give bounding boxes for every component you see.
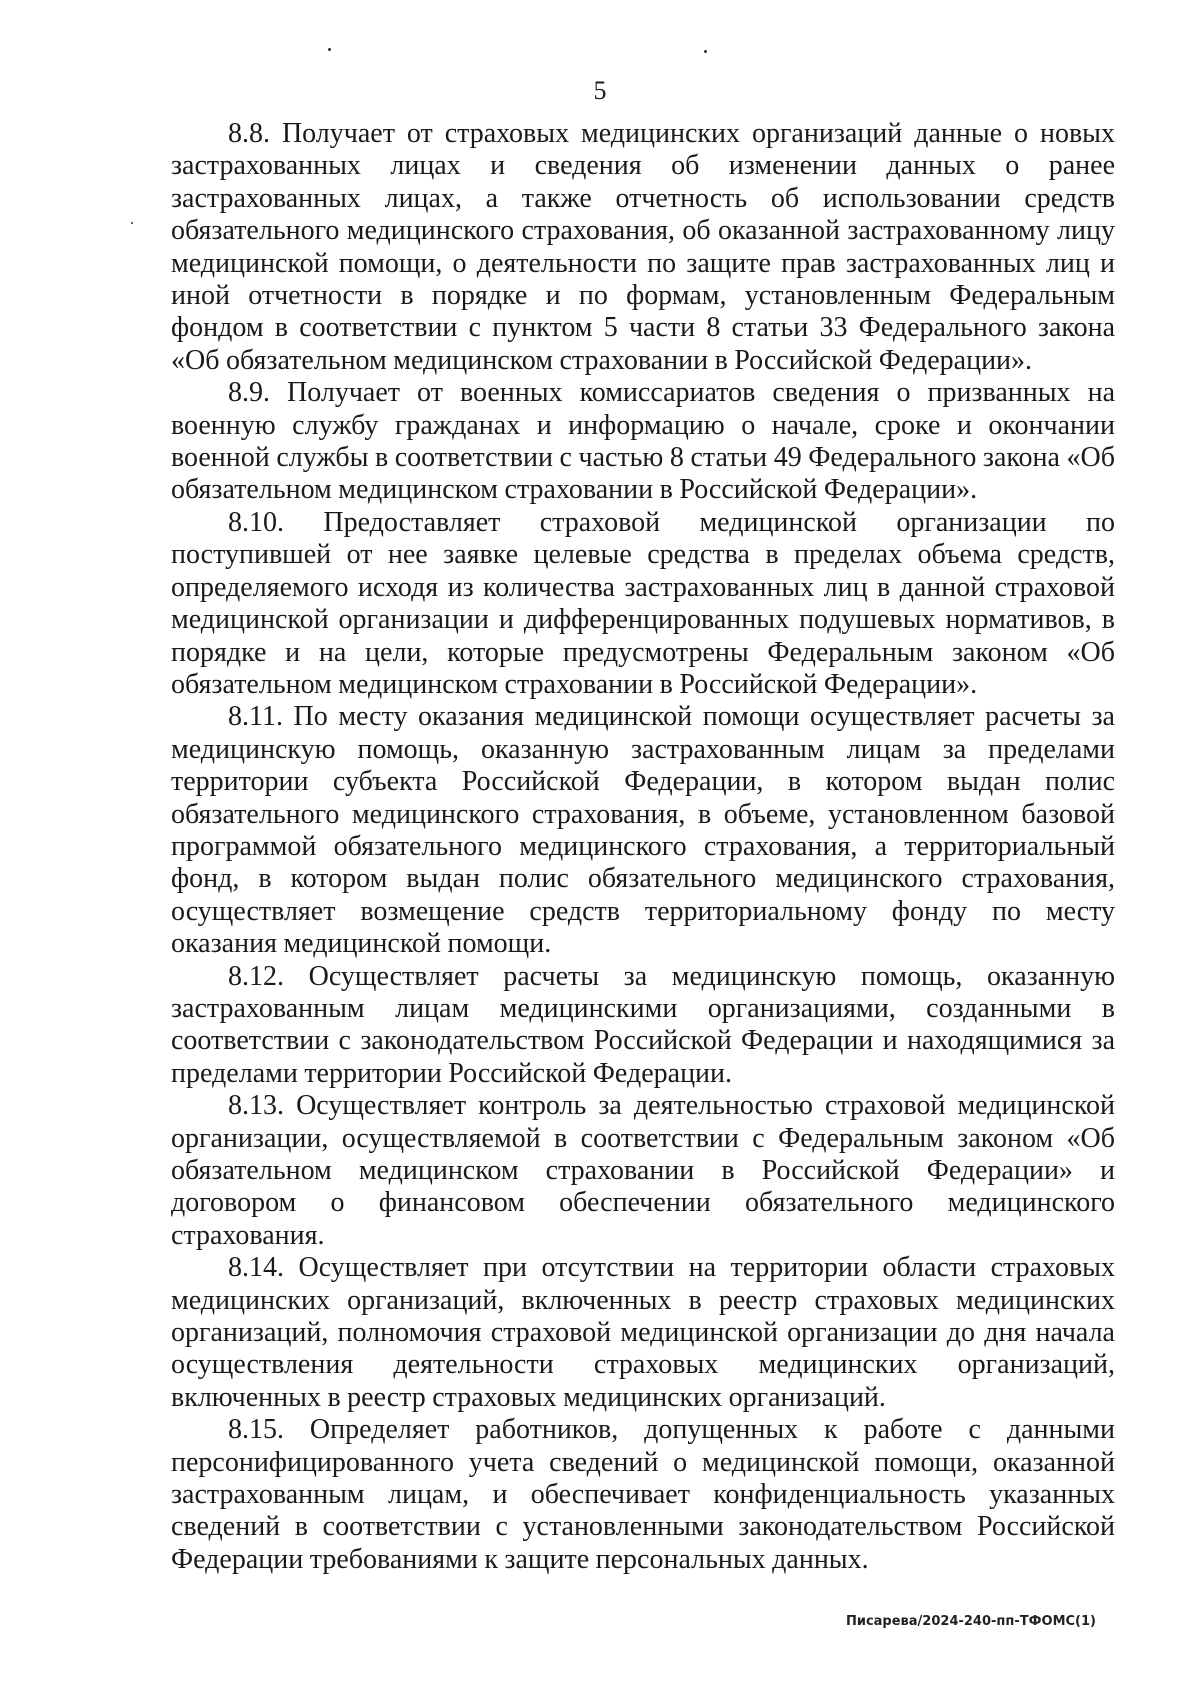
paragraph-8-9: 8.9. Получает от военных комиссариатов сведения о призванных на военную службу гражданах и информацию о начале, сроке и окончании военной службы в соответствии с частью 8 статьи 49 Федерального закона «Об обязательном медицинском страховании в Российской Федерации». [171,377,1115,506]
page-number: 5 [593,76,607,105]
document-reference-footer: Писарева/2024-240-пп-ТФОМС(1) [845,1614,1096,1629]
paragraph-8-13: 8.13. Осуществляет контроль за деятельностью страховой медицинской организации, осуществляемой в соответствии с Федеральным законом «Об обязательном медицинском страховании в Российской Федерации» и договором о финансовом обеспечении обязательного медицинского страхования. [171,1090,1115,1251]
paragraph-8-11: 8.11. По месту оказания медицинской помощи осуществляет расчеты за медицинскую помощь, оказанную застрахованным лицам за пределами территории субъекта Российской Федерации, в котором выдан полис обязательного медицинского страхования, в объеме, установленном базовой программой обязательного медицинского страхования, а территориальный фонд, в котором выдан полис обязательного медицинского страхования, осуществляет возмещение средств территориальному фонду по месту оказания медицинской помощи. [171,701,1115,960]
paragraph-8-15: 8.15. Определяет работников, допущенных к работе с данными персонифицированного учета сведений о медицинской помощи, оказанной застрахованным лицам, и обеспечивает конфиденциальность указанных сведений в соответствии с установленными законодательством Российской Федерации требованиями к защите персональных данных. [171,1414,1115,1575]
scan-speck [328,48,331,51]
scan-speck [131,222,133,224]
paragraph-8-10: 8.10. Предоставляет страховой медицинской организации по поступившей от нее заявке целевые средства в пределах объема средств, определяемого исходя из количества застрахованных лиц в данной страховой медицинской организации и дифференцированных подушевых нормативов, в порядке и на цели, которые предусмотрены Федеральным законом «Об обязательном медицинском страховании в Российской Федерации». [171,506,1115,700]
paragraph-8-12: 8.12. Осуществляет расчеты за медицинскую помощь, оказанную застрахованным лицам медицинскими организациями, созданными в соответствии с законодательством Российской Федерации и находящимися за пределами территории Российской Федерации. [171,960,1115,1089]
document-body [171,118,1115,1576]
paragraph-8-14: 8.14. Осуществляет при отсутствии на территории области страховых медицинских организаций, включенных в реестр страховых медицинских организаций, полномочия страховой медицинской организации до дня начала осуществления деятельности страховых медицинских организаций, включенных в реестр страховых медицинских организаций. [171,1252,1115,1413]
paragraph-8-8: 8.8. Получает от страховых медицинских организаций данные о новых застрахованных лицах и сведения об изменении данных о ранее застрахованных лицах, а также отчетность об использовании средств обязательного медицинского страхования, об оказанной застрахованному лицу медицинской помощи, о деятельности по защите прав застрахованных лиц и иной отчетности в порядке и по формам, установленным Федеральным фондом в соответствии с пунктом 5 части 8 статьи 33 Федерального закона «Об обязательном медицинском страховании в Российской Федерации». [171,118,1115,376]
scan-speck [704,50,707,53]
